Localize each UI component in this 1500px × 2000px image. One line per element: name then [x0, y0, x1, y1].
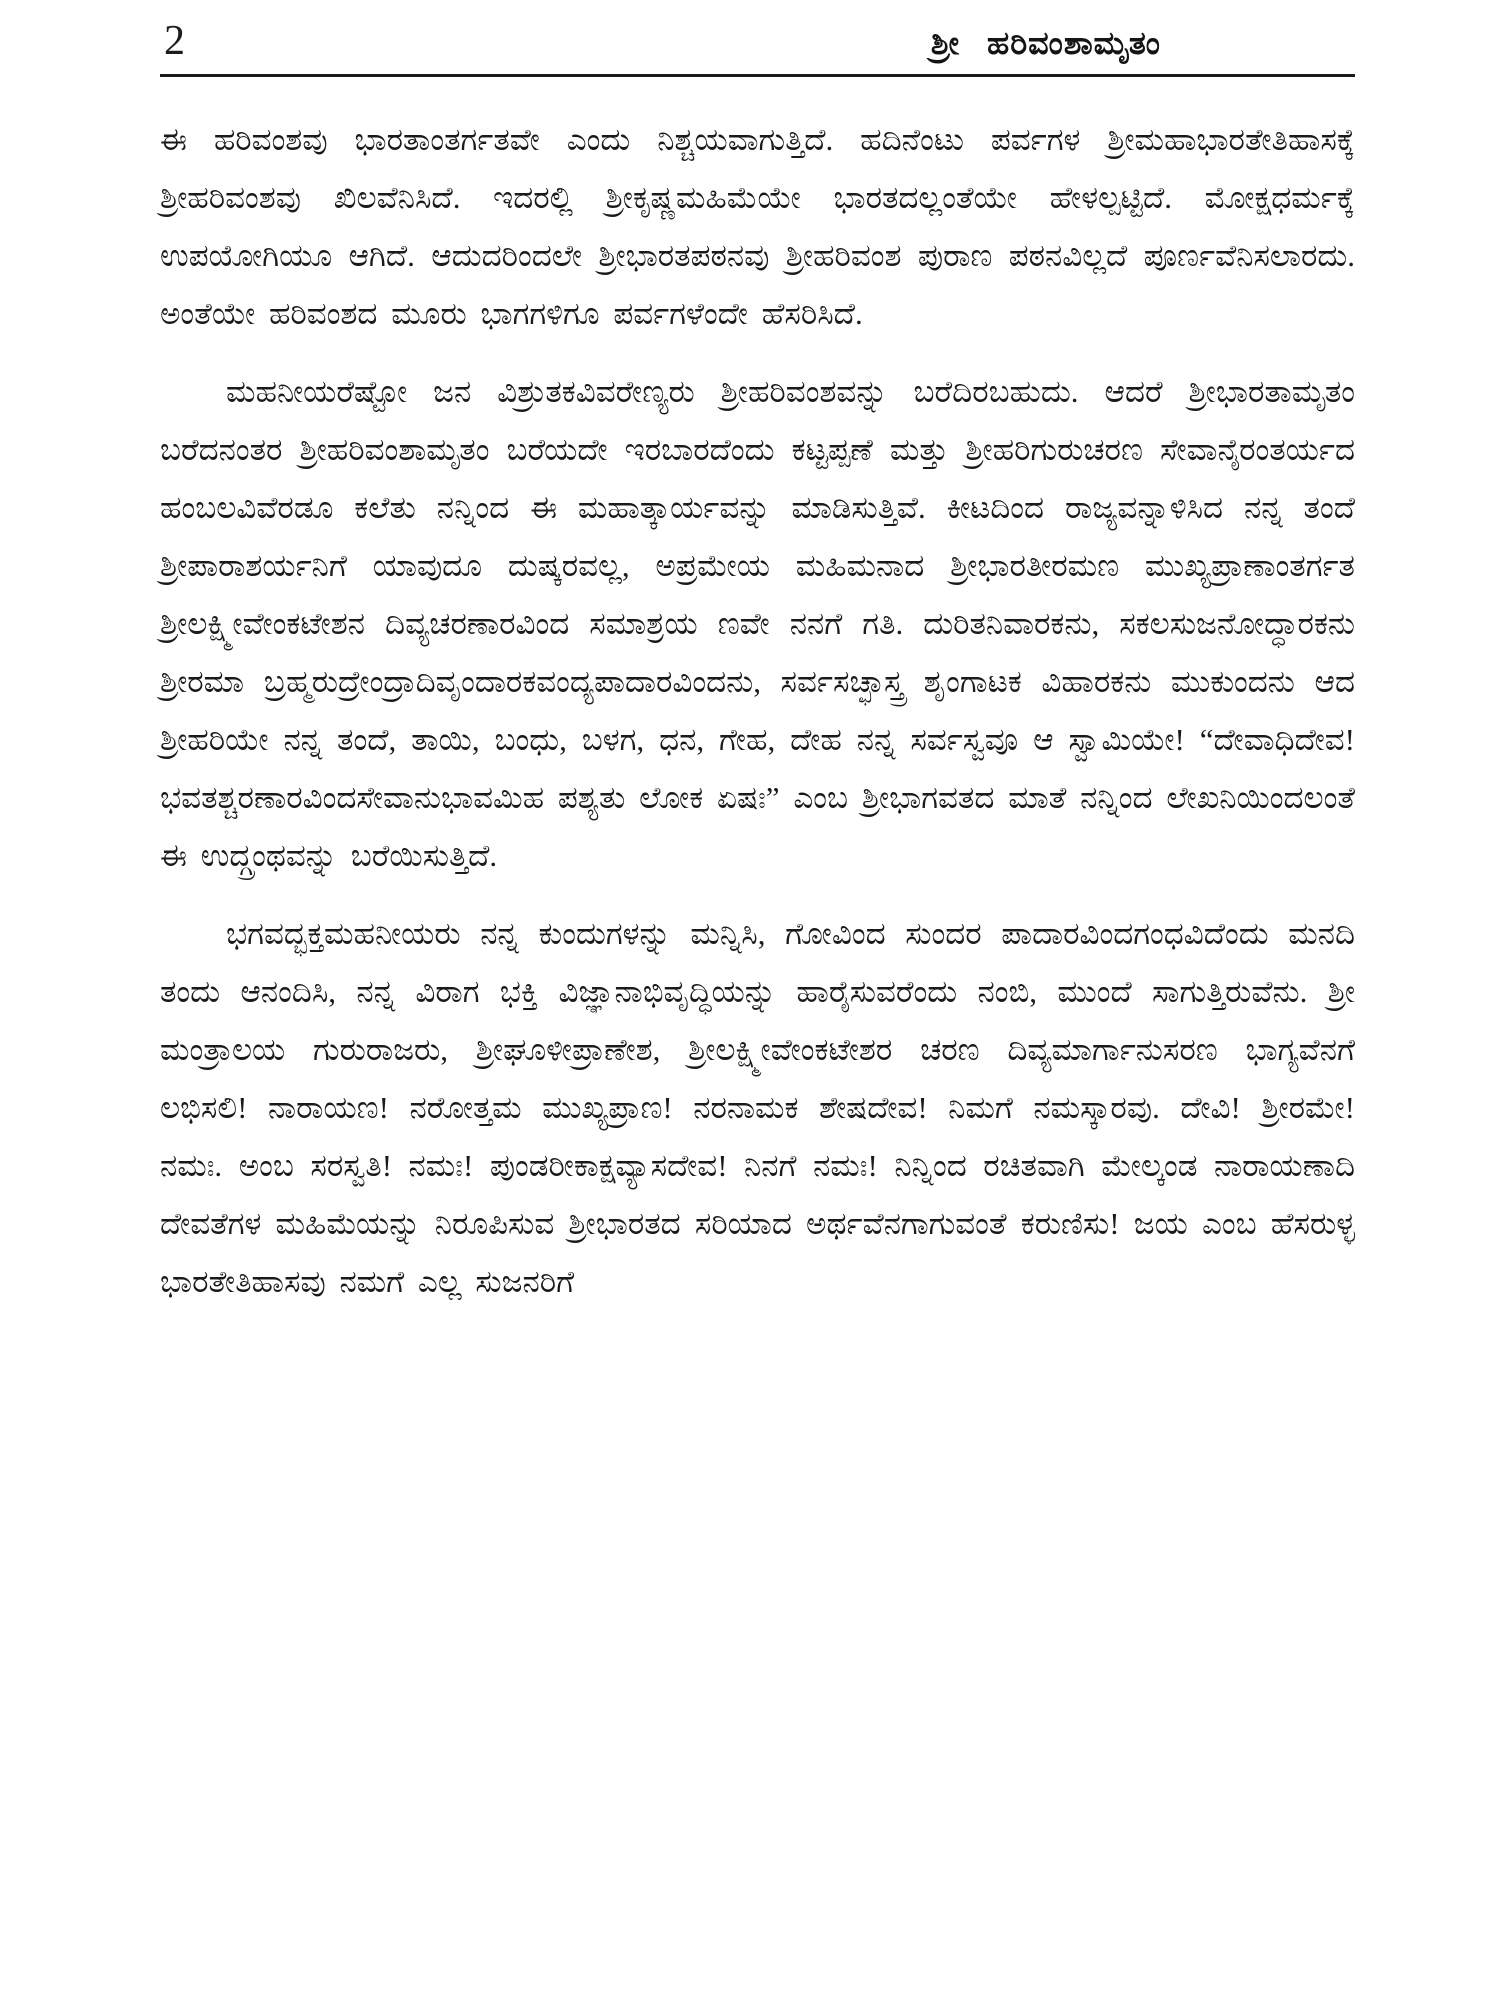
- paragraph-1: ಈ ಹರಿವಂಶವು ಭಾರತಾಂತರ್ಗತವೇ ಎಂದು ನಿಶ್ಚಯವಾಗುತ್ತಿದೆ. ಹದಿನೆಂಟು ಪರ್ವಗಳ ಶ್ರೀಮಹಾಭಾರತೇತಿಹಾಸಕ್ಕೆ ಶ್ರೀಹರಿವಂಶವು ಖಿಲವೆನಿಸಿದೆ. ಇದರಲ್ಲಿ ಶ್ರೀಕೃಷ್ಣಮಹಿಮೆಯೇ ಭಾರತದಲ್ಲಂತೆಯೇ ಹೇಳಲ್ಪಟ್ಟಿದೆ. ಮೋಕ್ಷಧರ್ಮಕ್ಕೆ ಉಪಯೋಗಿಯೂ ಆಗಿದೆ. ಆದುದರಿಂದಲೇ ಶ್ರೀಭಾರತಪಠನವು ಶ್ರೀಹರಿವಂಶ ಪುರಾಣ ಪಠನವಿಲ್ಲದೆ ಪೂರ್ಣವೆನಿಸಲಾರದು. ಅಂತೆಯೇ ಹರಿವಂಶದ ಮೂರು ಭಾಗಗಳಿಗೂ ಪರ್ವಗಳೆಂದೇ ಹೆಸರಿಸಿದೆ.: [160, 122, 1355, 332]
- header-title: ಶ್ರೀ ಹರಿವಂಶಾಮೃತಂ: [930, 25, 1161, 61]
- page-body: [160, 111, 1355, 1311]
- paragraph-3: ಭಗವದ್ಭಕ್ತಮಹನೀಯರು ನನ್ನ ಕುಂದುಗಳನ್ನು ಮನ್ನಿಸಿ, ಗೋವಿಂದ ಸುಂದರ ಪಾದಾರವಿಂದಗಂಧವಿದೆಂದು ಮನದಿ ತಂದು ಆನಂದಿಸಿ, ನನ್ನ ವಿರಾಗ ಭಕ್ತಿ ವಿಜ್ಞಾನಾಭಿವೃದ್ಧಿಯನ್ನು ಹಾರೈಸುವರೆಂದು ನಂಬಿ, ಮುಂದೆ ಸಾಗುತ್ತಿರುವೆನು. ಶ್ರೀ ಮಂತ್ರಾಲಯ ಗುರುರಾಜರು, ಶ್ರೀಘೂಳೀಪ್ರಾಣೇಶ, ಶ್ರೀಲಕ್ಷ್ಮೀವೇಂಕಟೇಶರ ಚರಣ ದಿವ್ಯಮಾರ್ಗಾನುಸರಣ ಭಾಗ್ಯವೆನಗೆ ಲಭಿಸಲಿ! ನಾರಾಯಣ! ನರೋತ್ತಮ ಮುಖ್ಯಪ್ರಾಣ! ನರನಾಮಕ ಶೇಷದೇವ! ನಿಮಗೆ ನಮಸ್ಕಾರವು. ದೇವಿ! ಶ್ರೀರಮೇ! ನಮಃ. ಅಂಬ ಸರಸ್ವತಿ! ನಮಃ! ಪುಂಡರೀಕಾಕ್ಷವ್ಯಾಸದೇವ! ನಿನಗೆ ನಮಃ! ನಿನ್ನಿಂದ ರಚಿತವಾಗಿ ಮೇಲ್ಕಂಡ ನಾರಾಯಣಾದಿ ದೇವತೆಗಳ ಮಹಿಮೆಯನ್ನು ನಿರೂಪಿಸುವ ಶ್ರೀಭಾರತದ ಸರಿಯಾದ ಅರ್ಥವೆನಗಾಗುವಂತೆ ಕರುಣಿಸು! ಜಯ ಎಂಬ ಹೆಸರುಳ್ಳ ಭಾರತೇತಿಹಾಸವು ನಮಗೆ ಎಲ್ಲ ಸುಜನರಿಗೆ: [160, 916, 1355, 1300]
- page-header: [160, 18, 1355, 64]
- paragraph-2: ಮಹನೀಯರೆಷ್ಟೋ ಜನ ವಿಶ್ರುತಕವಿವರೇಣ್ಯರು ಶ್ರೀಹರಿವಂಶವನ್ನು ಬರೆದಿರಬಹುದು. ಆದರೆ ಶ್ರೀಭಾರತಾಮೃತಂ ಬರೆದನಂತರ ಶ್ರೀಹರಿವಂಶಾಮೃತಂ ಬರೆಯದೇ ಇರಬಾರದೆಂದು ಕಟ್ಟಪ್ಪಣೆ ಮತ್ತು ಶ್ರೀಹರಿಗುರುಚರಣ ಸೇವಾನೈರಂತರ್ಯದ ಹಂಬಲವಿವೆರಡೂ ಕಲೆತು ನನ್ನಿಂದ ಈ ಮಹಾತ್ಕಾರ್ಯವನ್ನು ಮಾಡಿಸುತ್ತಿವೆ. ಕೀಟದಿಂದ ರಾಜ್ಯವನ್ನಾಳಿಸಿದ ನನ್ನ ತಂದೆ ಶ್ರೀಪಾರಾಶರ್ಯನಿಗೆ ಯಾವುದೂ ದುಷ್ಕರವಲ್ಲ, ಅಪ್ರಮೇಯ ಮಹಿಮನಾದ ಶ್ರೀಭಾರತೀರಮಣ ಮುಖ್ಯಪ್ರಾಣಾಂತರ್ಗತ ಶ್ರೀಲಕ್ಷ್ಮೀವೇಂಕಟೇಶನ ದಿವ್ಯಚರಣಾರವಿಂದ ಸಮಾಶ್ರಯ ಣವೇ ನನಗೆ ಗತಿ. ದುರಿತನಿವಾರಕನು, ಸಕಲಸುಜನೋದ್ಧಾರಕನು ಶ್ರೀರಮಾ ಬ್ರಹ್ಮರುದ್ರೇಂದ್ರಾದಿವೃಂದಾರಕವಂದ್ಯಪಾದಾರವಿಂದನು, ಸರ್ವಸಚ್ಛಾಸ್ತ್ರ ಶೃಂಗಾಟಕ ವಿಹಾರಕನು ಮುಕುಂದನು ಆದ ಶ್ರೀಹರಿಯೇ ನನ್ನ ತಂದೆ, ತಾಯಿ, ಬಂಧು, ಬಳಗ, ಧನ, ಗೇಹ, ದೇಹ ನನ್ನ ಸರ್ವಸ್ವವೂ ಆ ಸ್ವಾಮಿಯೇ! “ದೇವಾಧಿದೇವ! ಭವತಶ್ಚರಣಾರವಿಂದಸೇವಾನುಭಾವಮಿಹ ಪಶ್ಯತು ಲೋಕ ಏಷಃ” ಎಂಬ ಶ್ರೀಭಾಗವತದ ಮಾತೆ ನನ್ನಿಂದ ಲೇಖನಿಯಿಂದಲಂತೆ ಈ ಉದ್ಗ್ರಂಥವನ್ನು ಬರೆಯಿಸುತ್ತಿದೆ.: [160, 374, 1355, 874]
- page-number: 2: [164, 18, 185, 64]
- header-rule: [160, 74, 1355, 77]
